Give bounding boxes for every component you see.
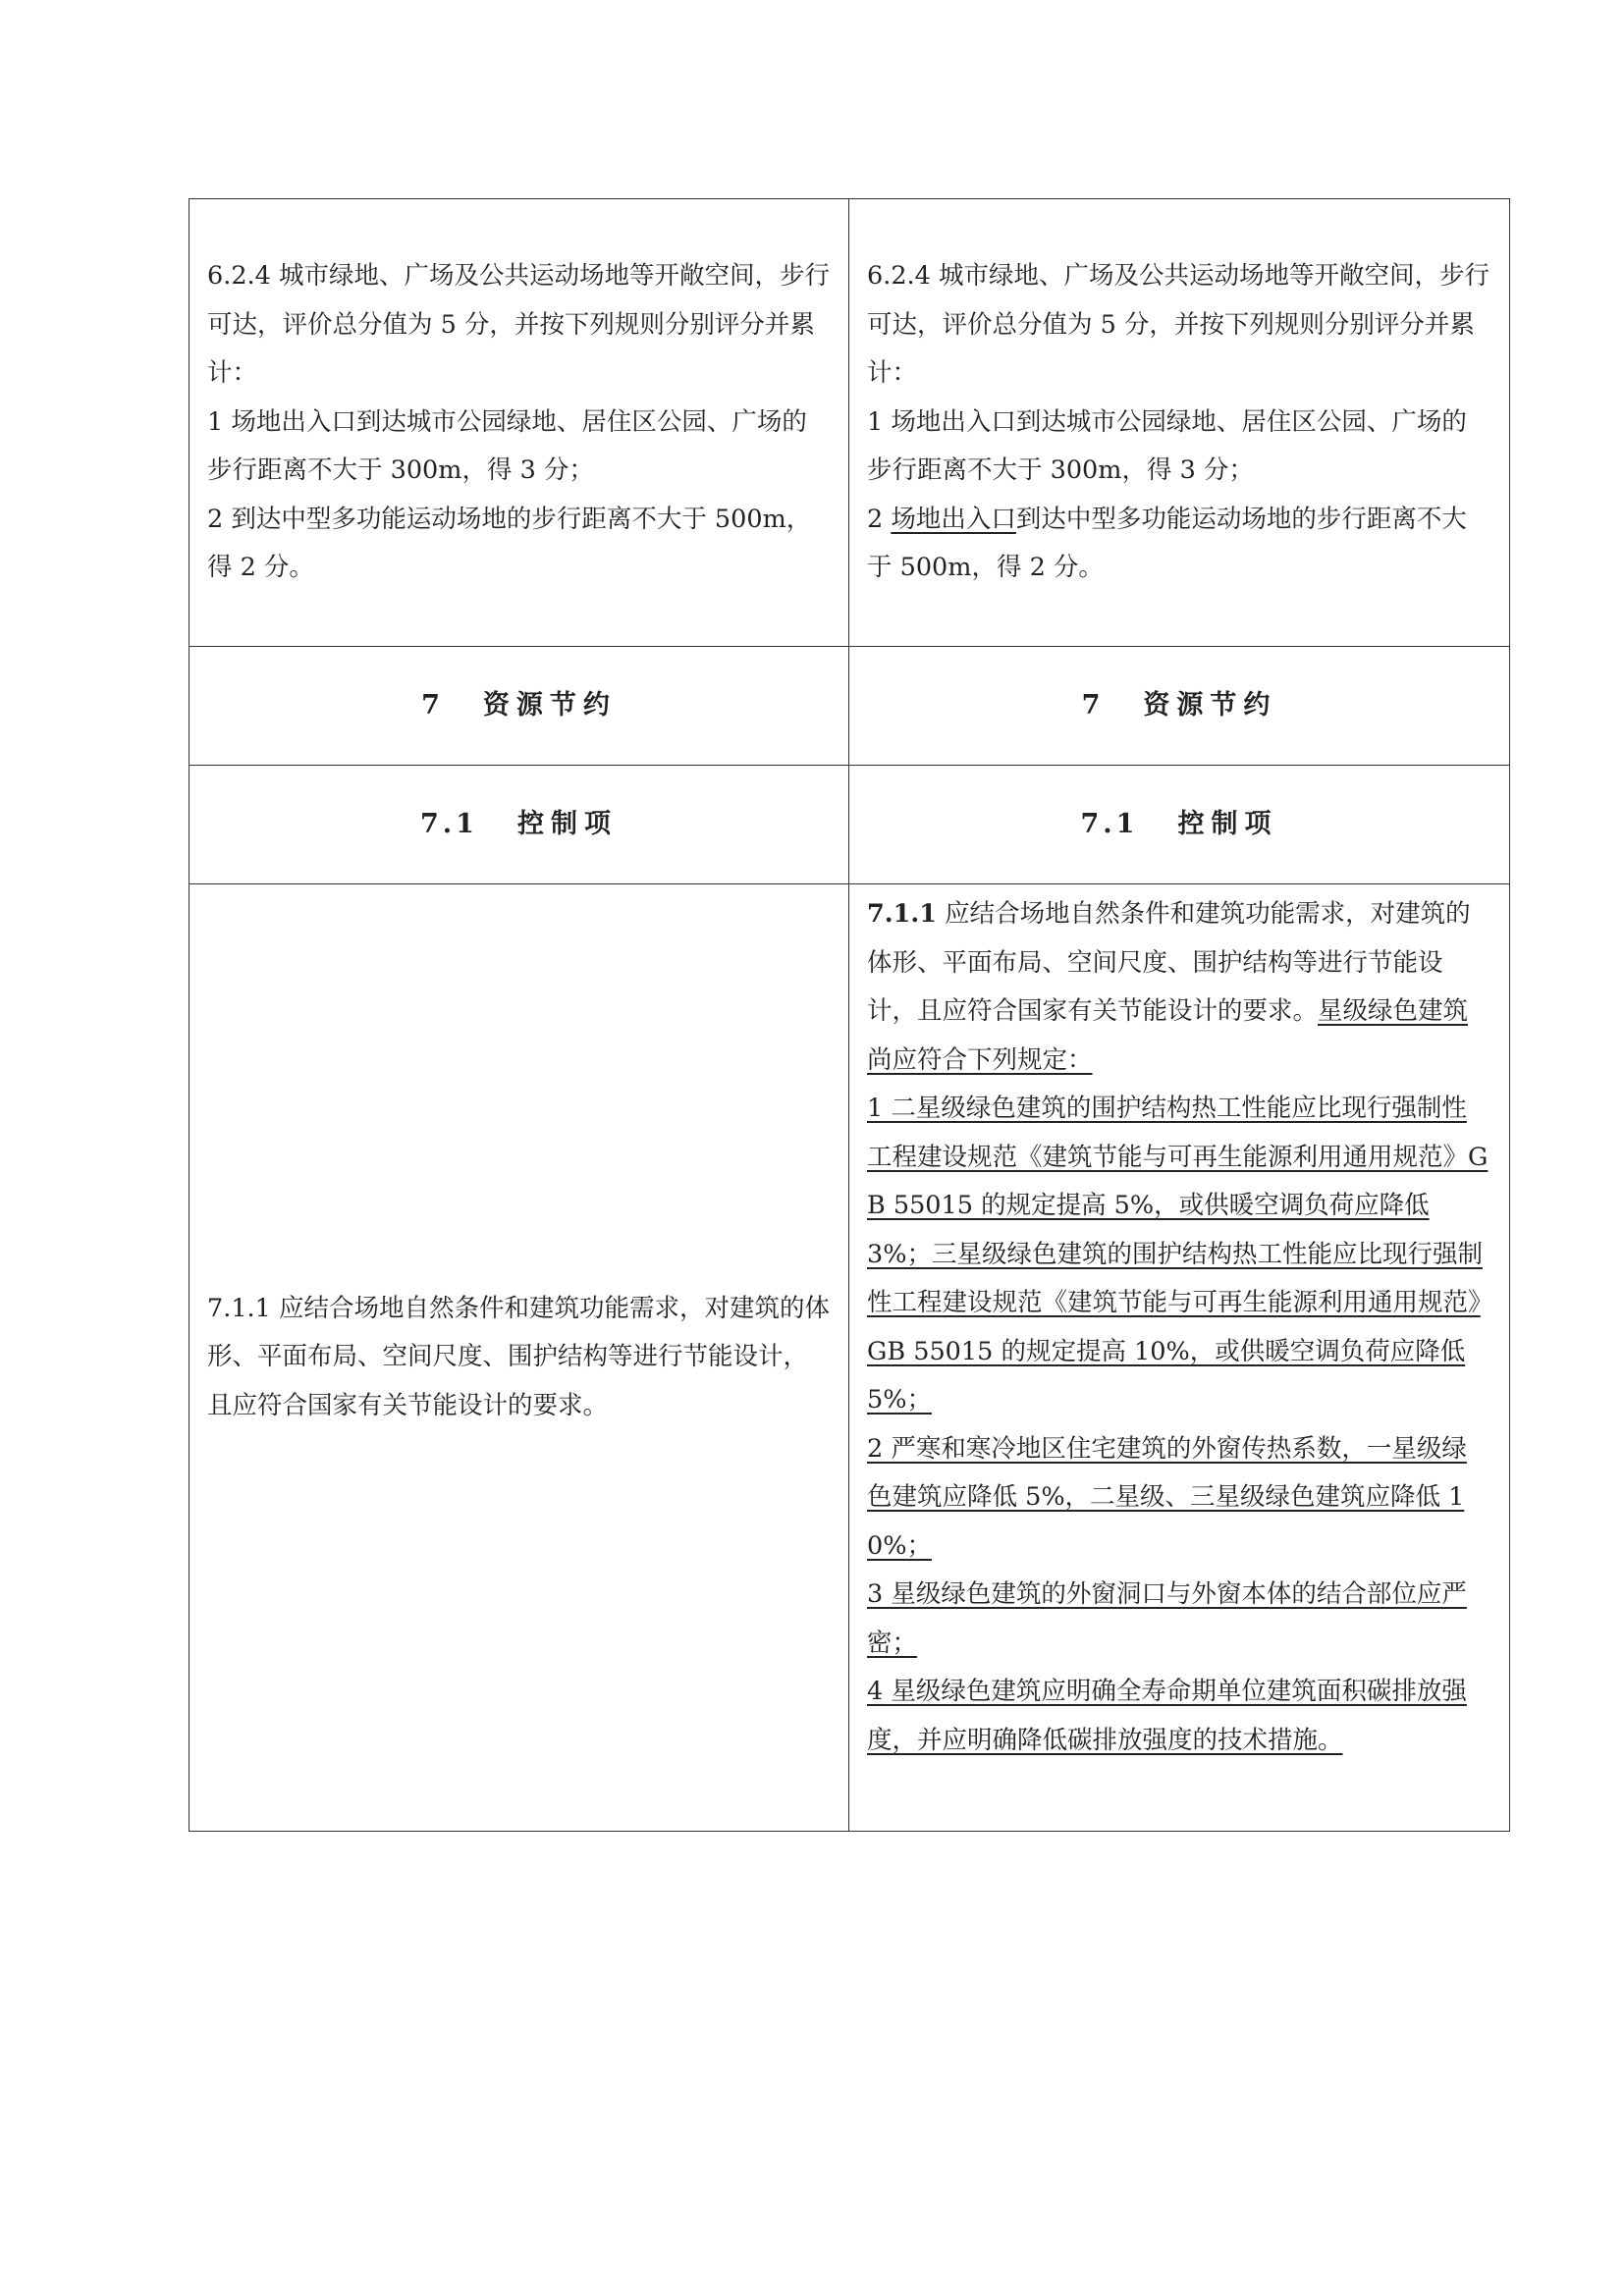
clause-text: 7.1.1 应结合场地自然条件和建筑功能需求，对建筑的体形、平面布局、空间尺度、围护结构等进行节能设计，且应符合国家有关节能设计的要求。: [207, 1293, 830, 1420]
item-prefix: 2: [867, 504, 892, 534]
clause-item: [867, 1085, 1491, 1425]
chapter-heading-cell: [849, 647, 1510, 766]
inserted-text: 2 严寒和寒冷地区住宅建筑的外窗传热系数，一星级绿色建筑应降低 5%，二星级、三星级绿色建筑应降低 10%；: [867, 1433, 1467, 1561]
clause-item: [867, 1425, 1491, 1572]
inserted-text: 3 星级绿色建筑的外窗洞口与外窗本体的结合部位应严密；: [867, 1579, 1467, 1658]
chapter-heading-cell: [189, 647, 849, 766]
section-title: 控制项: [516, 809, 618, 840]
original-text-cell: [189, 199, 849, 647]
clause-item: [867, 1571, 1491, 1668]
section-heading-cell: [189, 766, 849, 884]
chapter-number: 7: [1081, 690, 1105, 721]
clause-body: 应结合场地自然条件和建筑功能需求，对建筑的体形、平面布局、空间尺度、围护结构等进行节能设计，且应符合国家有关节能设计的要求。: [867, 899, 1471, 1026]
table-row: [189, 199, 1510, 647]
revised-text-cell: [849, 884, 1510, 1832]
table-row: [189, 766, 1510, 884]
clause-item: 2 到达中型多功能运动场地的步行距离不大于 500m，得 2 分。: [207, 504, 812, 583]
table-row: [189, 647, 1510, 766]
chapter-title: 资源节约: [1143, 690, 1277, 721]
item-suffix: 到达中型多功能运动场地的步行距离不大于 500m，得 2 分。: [867, 504, 1467, 583]
chapter-title: 资源节约: [482, 690, 617, 721]
clause-item: 1 场地出入口到达城市公园绿地、居住区公园、广场的步行距离不大于 300m，得 3 分；: [867, 406, 1467, 486]
clause-number: 7.1.1: [867, 899, 937, 929]
inserted-text: 场地出入口: [891, 504, 1016, 534]
inserted-text: 1 二星级绿色建筑的围护结构热工性能应比现行强制性工程建设规范《建筑节能与可再生能源利用通用规范》GB 55015 的规定提高 5%，或供暖空调负荷应降低 3%；三星级绿色建筑的围护结构热工性能应比现行强制性工程建设规范《建筑节能与可再生能源利用通用规范》GB 55015 的规定提高 10%，或供暖空调负荷应降低 5%；: [867, 1094, 1489, 1415]
original-text-cell: [189, 884, 849, 1832]
chapter-number: 7: [421, 690, 444, 721]
clause-item: [867, 1668, 1491, 1765]
section-title: 控制项: [1177, 809, 1278, 840]
clause-text: [867, 890, 1491, 1085]
table-row: [189, 884, 1510, 1832]
section-heading-cell: [849, 766, 1510, 884]
inserted-text: 星级绿色建筑尚应符合下列规定：: [867, 996, 1469, 1075]
clause-item: 1 场地出入口到达城市公园绿地、居住区公园、广场的步行距离不大于 300m，得 3 分；: [207, 406, 807, 486]
section-number: 7.1: [420, 809, 478, 840]
clause-text: 6.2.4 城市绿地、广场及公共运动场地等开敞空间，步行可达，评价总分值为 5 分，并按下列规则分别评分并累计：: [867, 261, 1489, 389]
inserted-text: 4 星级绿色建筑应明确全寿命期单位建筑面积碳排放强度，并应明确降低碳排放强度的技术措施。: [867, 1677, 1467, 1755]
section-number: 7.1: [1080, 809, 1139, 840]
revised-text-cell: [849, 199, 1510, 647]
comparison-table: [189, 198, 1510, 1832]
clause-text: 6.2.4 城市绿地、广场及公共运动场地等开敞空间，步行可达，评价总分值为 5 分，并按下列规则分别评分并累计：: [207, 261, 830, 389]
clause-item: [867, 496, 1491, 593]
